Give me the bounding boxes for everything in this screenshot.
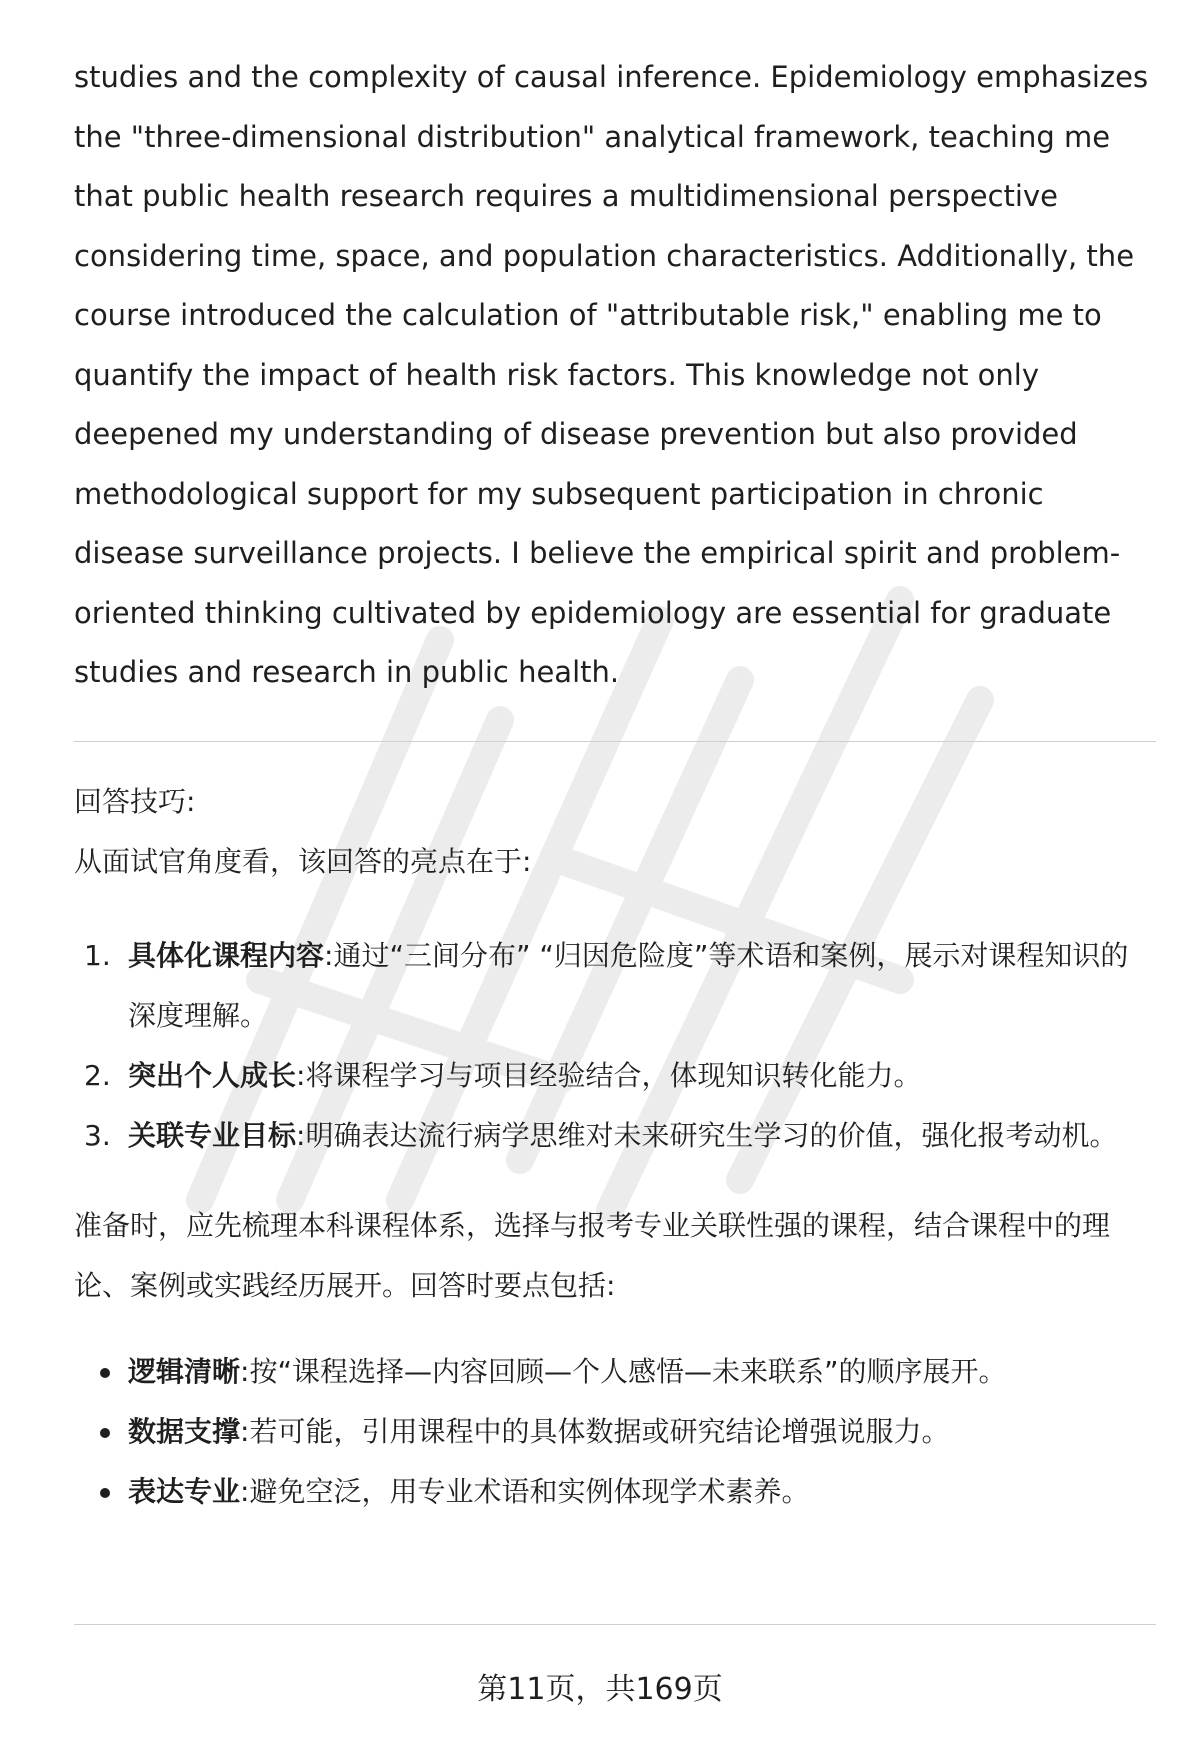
list-item — [74, 926, 1156, 1046]
point-text: :若可能，引用课程中的具体数据或研究结论增强说服力。 — [240, 1414, 950, 1448]
page-number: 第11页，共169页 — [477, 1672, 723, 1707]
point-title: 数据支撑 — [128, 1414, 241, 1448]
highlight-text: :通过“三间分布” “归因危险度”等术语和案例，展示对课程知识的深度理解。 — [128, 938, 1129, 1032]
list-item — [74, 1106, 1156, 1166]
point-title: 表达专业 — [128, 1474, 241, 1508]
essay-paragraph: studies and the complexity of causal inference. Epidemiology emphasizes the "three-dimensional distribution" analytical framework, teaching me that public health research requires a multidimensional perspective considering time, space, and population characteristics. Additionally, the course introduced the calculation of "attributable risk," enabling me to quantify the impact of health risk factors. This knowledge not only deepened my understanding of disease prevention but also provided methodological support for my subsequent participation in chronic disease surveillance projects. I believe the empirical spirit and problem-oriented thinking cultivated by epidemiology are essential for graduate studies and research in public health. — [74, 60, 1149, 689]
highlight-title: 突出个人成长 — [128, 1058, 297, 1092]
highlight-title: 具体化课程内容 — [128, 938, 325, 972]
footer-divider — [74, 1624, 1156, 1625]
list-number: 3. — [84, 1118, 111, 1152]
list-item — [74, 1046, 1156, 1106]
highlights-list — [74, 926, 1156, 1166]
point-text: :按“课程选择—内容回顾—个人感悟—未来联系”的顺序展开。 — [240, 1354, 1007, 1388]
list-item — [74, 1402, 1156, 1462]
main-content — [74, 48, 1156, 1522]
bullet-icon — [100, 1428, 110, 1438]
tips-intro: 从面试官角度看，该回答的亮点在于: — [74, 844, 532, 878]
point-title: 逻辑清晰 — [128, 1354, 241, 1388]
list-number: 2. — [84, 1058, 111, 1092]
tips-label: 回答技巧: — [74, 784, 196, 818]
list-item — [74, 1342, 1156, 1402]
section-divider — [74, 741, 1156, 742]
highlight-text: :将课程学习与项目经验结合，体现知识转化能力。 — [296, 1058, 922, 1092]
bullet-icon — [100, 1488, 110, 1498]
bullet-icon — [100, 1368, 110, 1378]
points-list — [74, 1342, 1156, 1522]
point-text: :避免空泛，用专业术语和实例体现学术素养。 — [240, 1474, 810, 1508]
highlight-text: :明确表达流行病学思维对未来研究生学习的价值，强化报考动机。 — [296, 1118, 1118, 1152]
prep-paragraph: 准备时，应先梳理本科课程体系，选择与报考专业关联性强的课程，结合课程中的理论、案例或实践经历展开。回答时要点包括: — [74, 1208, 1111, 1302]
list-item — [74, 1462, 1156, 1522]
list-number: 1. — [84, 938, 111, 972]
highlight-title: 关联专业目标 — [128, 1118, 297, 1152]
